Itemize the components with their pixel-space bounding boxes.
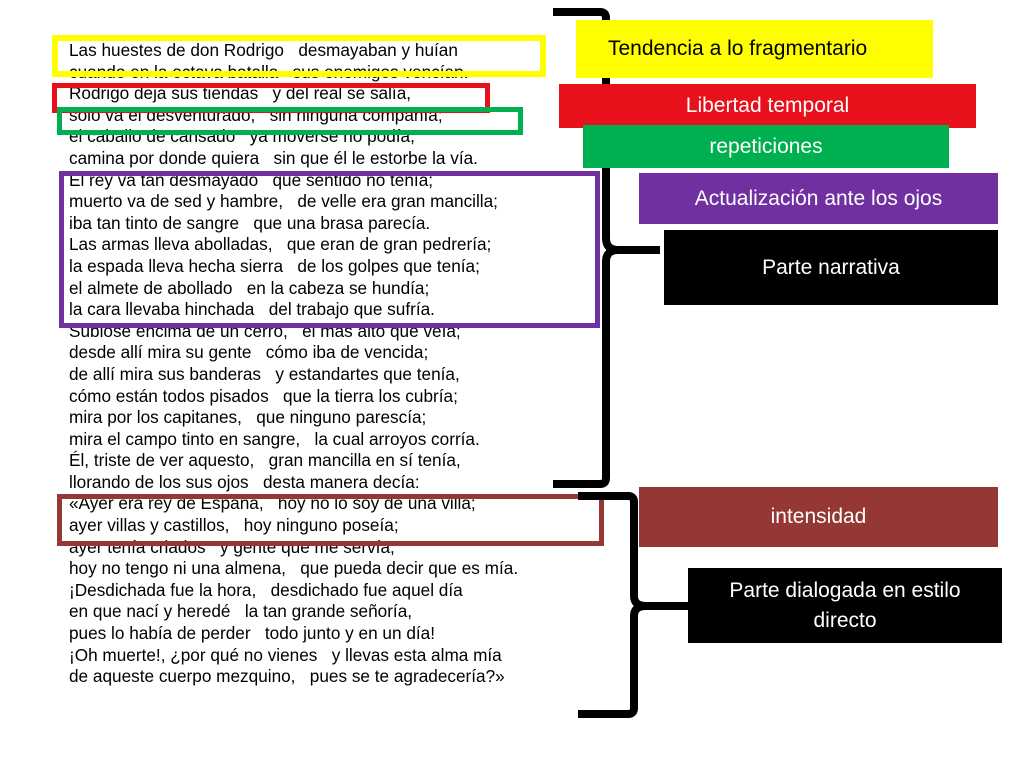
poem-line: la espada lleva hecha sierra de los golpes que tenía; [69, 255, 480, 276]
poem-line: iba tan tinto de sangre que una brasa parecía. [69, 212, 431, 233]
poem-line: ¡Oh muerte!, ¿por qué no vienes y llevas esta alma mía [69, 644, 502, 665]
poem-line: Él, triste de ver aquesto, gran mancilla en sí tenía, [69, 450, 461, 471]
poem-line: el caballo de cansado ya moverse no podía, [69, 126, 415, 147]
poem-line: Subióse encima de un cerro, el más alto que veía; [69, 320, 461, 341]
poem-line: llorando de los sus ojos desta manera decía: [69, 471, 420, 492]
label-repeticiones: repeticiones [583, 125, 949, 168]
label-fragmentario: Tendencia a lo fragmentario [576, 20, 933, 78]
poem-line: «Ayer era rey de España, hoy no lo soy de una villa; [69, 493, 476, 514]
poem-line: El rey va tan desmayado que sentido no tenía; [69, 169, 434, 190]
poem-line: camina por donde quiera sin que él le estorbe la vía. [69, 147, 478, 168]
poem-line: muerto va de sed y hambre, de velle era gran mancilla; [69, 191, 498, 212]
poem-line: Rodrigo deja sus tiendas y del real se salía, [69, 83, 412, 104]
poem-line: ¡Desdichada fue la hora, desdichado fue aquel día [69, 579, 463, 600]
poem-line: de allí mira sus banderas y estandartes que tenía, [69, 363, 460, 384]
poem-line: Las huestes de don Rodrigo desmayaban y huían [69, 40, 458, 60]
poem-line: hoy no tengo ni una almena, que pueda decir que es mía. [69, 558, 519, 579]
label-libertad-temporal: Libertad temporal [559, 84, 976, 128]
poem-line: de aqueste cuerpo mezquino, pues se te agradecería?» [69, 666, 505, 687]
poem-line: pues lo había de perder todo junto y en un día! [69, 623, 435, 644]
poem-line: mira por los capitanes, que ninguno parescía; [69, 407, 427, 428]
poem-line: el almete de abollado en la cabeza se hundía; [69, 277, 430, 298]
label-intensidad: intensidad [639, 487, 998, 547]
poem-line: ayer tenía criados y gente que me servía, [69, 536, 395, 557]
poem-line: solo va el desventurado, sin ninguna compañía; [69, 104, 443, 125]
label-actualizacion: Actualización ante los ojos [639, 173, 998, 224]
poem-line: Las armas lleva abolladas, que eran de gran pedrería; [69, 234, 492, 255]
poem-line: cuando en la octava batalla sus enemigos vencían. [69, 61, 469, 82]
poem-line: en que nací y heredé la tan grande señoría, [69, 601, 413, 622]
label-parte-dialogada: Parte dialogada en estilo directo [688, 568, 1002, 643]
poem-line: mira el campo tinto en sangre, la cual arroyos corría. [69, 428, 480, 449]
poem-line: ayer villas y castillos, hoy ninguno poseía; [69, 515, 399, 536]
poem-line: desde allí mira su gente cómo iba de vencida; [69, 342, 429, 363]
label-parte-narrativa: Parte narrativa [664, 230, 998, 305]
poem-line: la cara llevaba hinchada del trabajo que sufría. [69, 299, 435, 320]
poem-line: cómo están todos pisados que la tierra los cubría; [69, 385, 458, 406]
bracket-narrativa [553, 12, 660, 484]
